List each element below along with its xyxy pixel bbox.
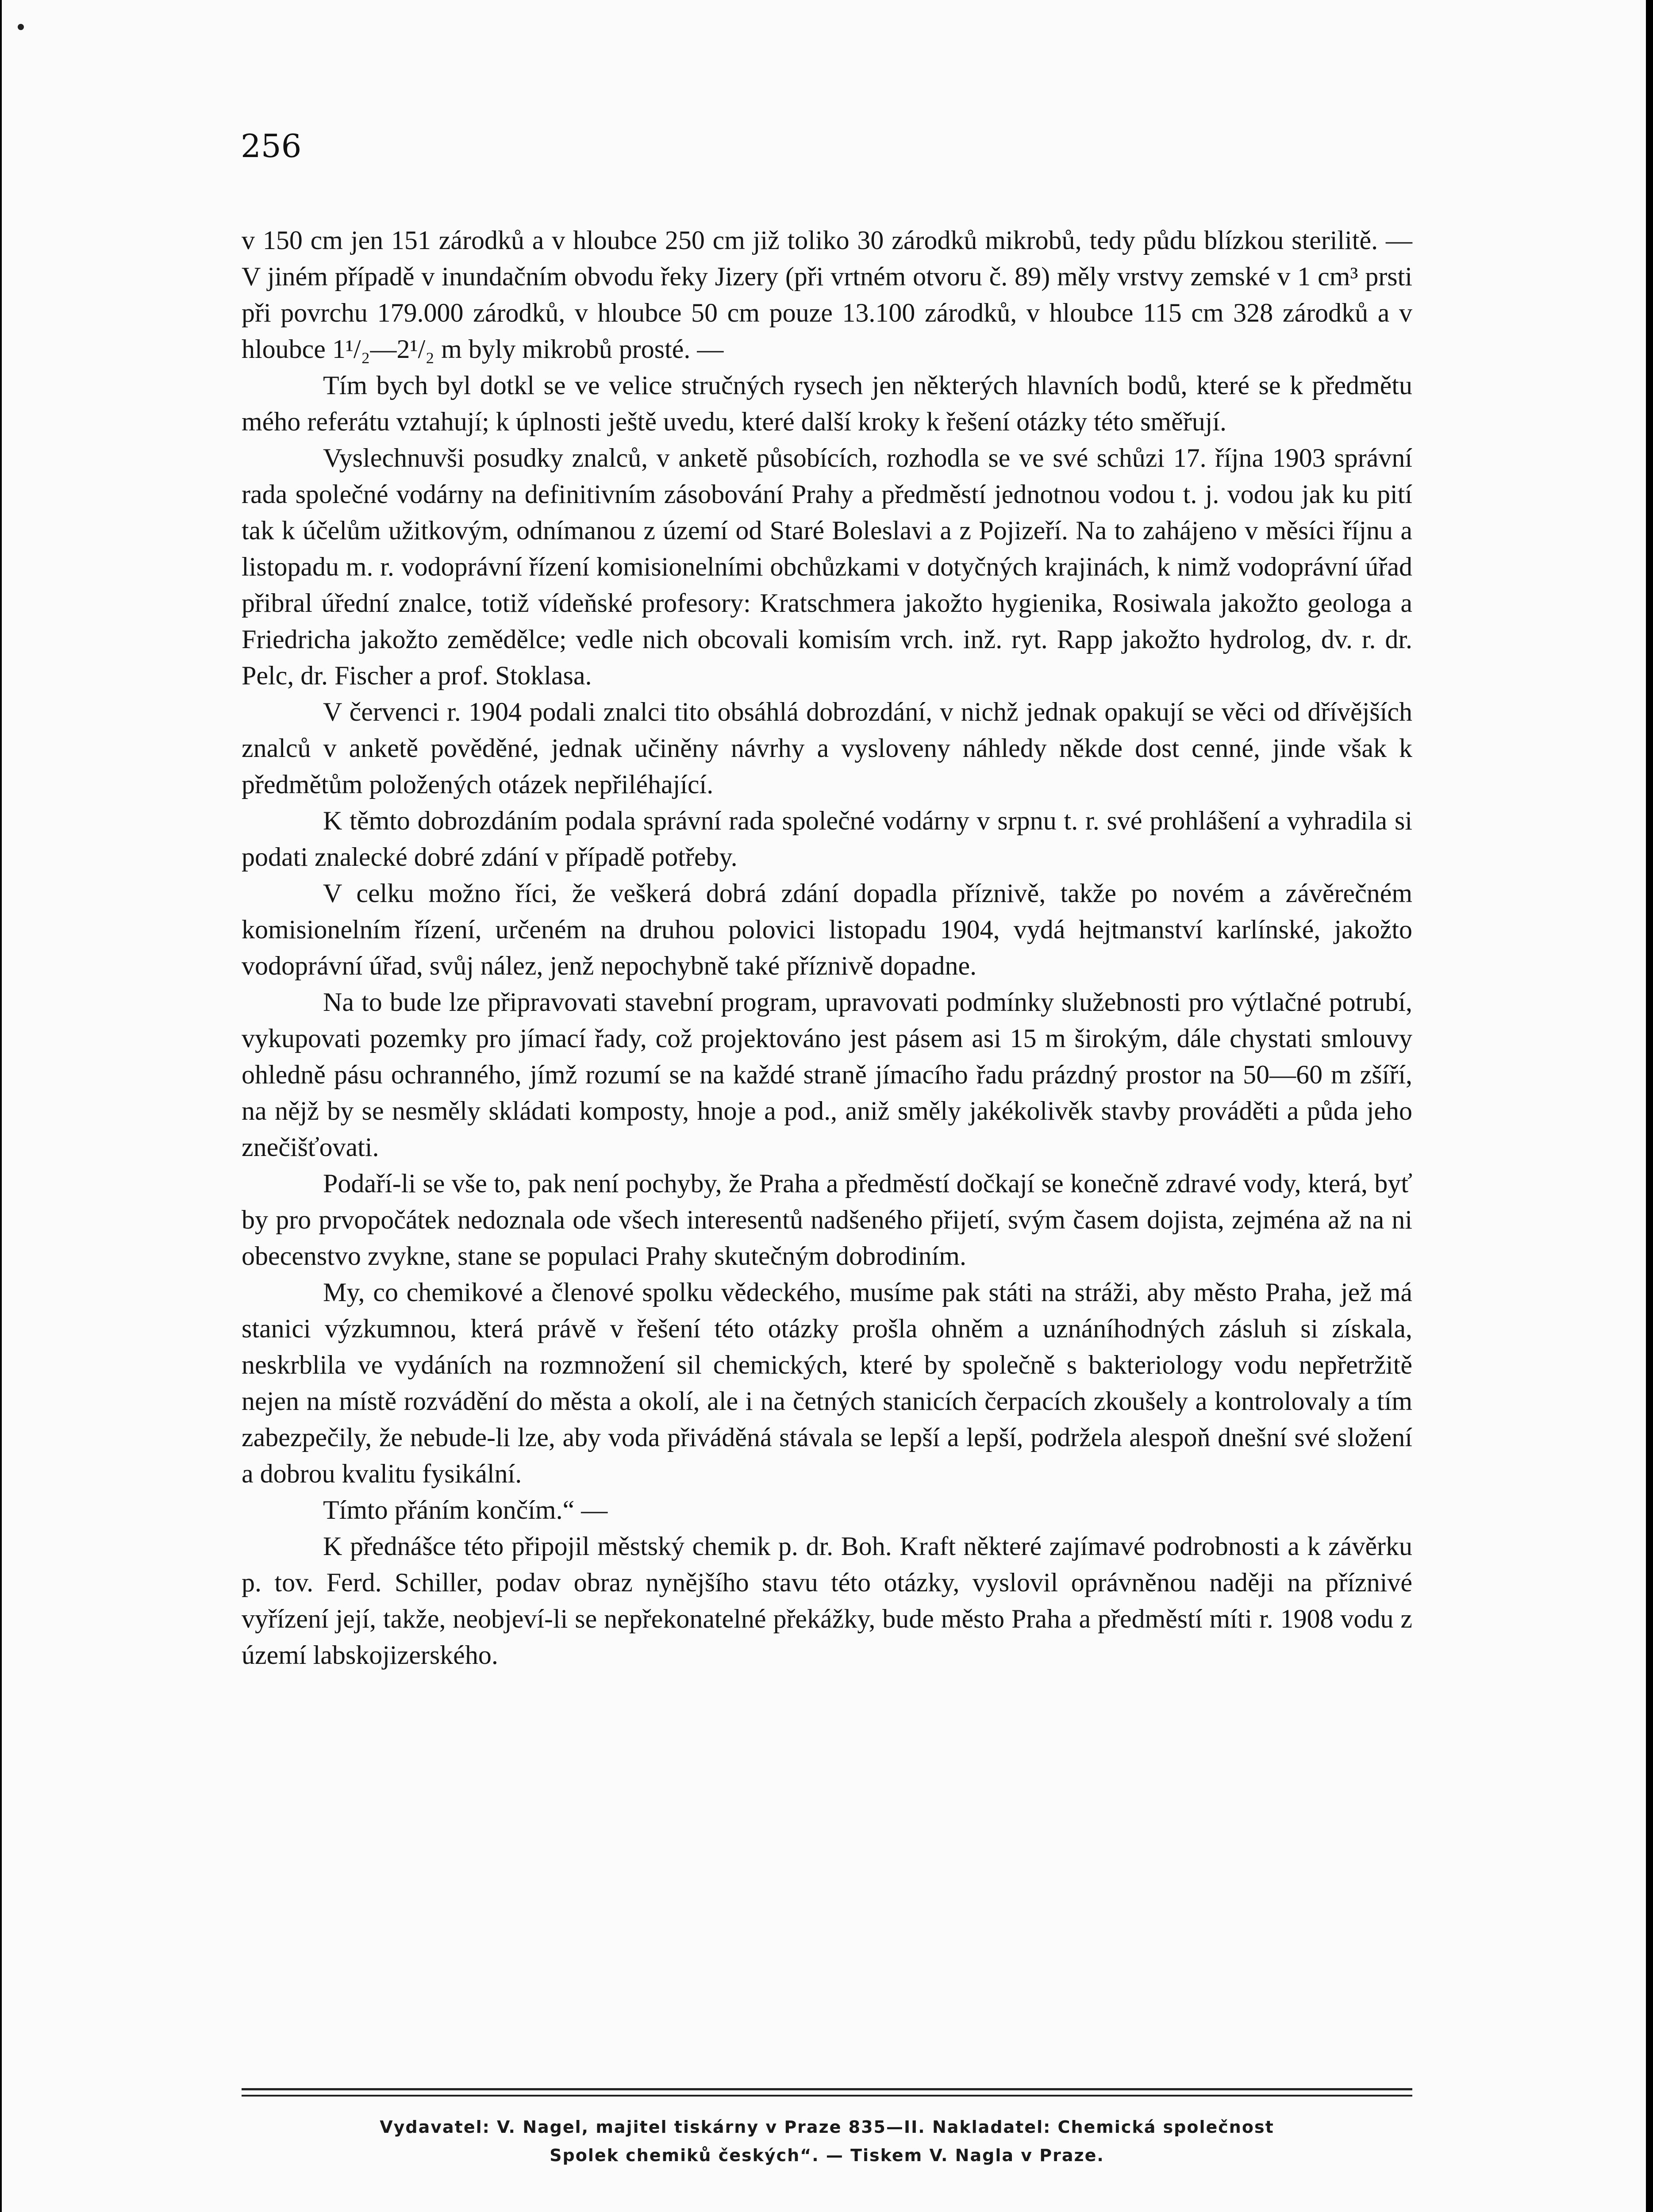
paragraph-10: Tímto přáním končím.“ —: [323, 1495, 608, 1525]
page-number: 256: [241, 127, 302, 165]
paragraph-2: Tím bych byl dotkl se ve velice stručných rysech jen některých hlavních bodů, které se k předmětu mého referátu vztahují; k úplnosti ještě uvedu, které další kroky k řešení otázky této směřují.: [242, 371, 1412, 436]
imprint-line-2: Spolek chemiků českých“. — Tiskem V. Nagla v Praze.: [550, 2146, 1104, 2165]
imprint-line-1: Vydavatel: V. Nagel, majitel tiskárny v Praze 835—II. Nakladatel: Chemická společnost: [380, 2117, 1274, 2137]
publisher-imprint: [242, 2113, 1412, 2170]
paragraph-3: Vyslechnuvši posudky znalců, v anketě působících, rozhodla se ve své schůzi 17. října 1903 správní rada společné vodárny na definitivním zásobování Prahy a předměstí jednotnou vodou t. j. vodou jak ku pití tak k účelům užitkovým, odnímanou z území od Staré Boleslavi a z Pojizeří. Na to zahájeno v měsíci říjnu a listopadu m. r. vodoprávní řízení komisionelními obchůzkami v dotyčných krajinách, k nimž vodoprávní úřad přibral úřední znalce, totiž vídeňské profesory: Kratschmera jakožto hygienika, Rosiwala jakožto geologa a Friedricha jakožto zemědělce; vedle nich obcovali komisím vrch. inž. ryt. Rapp jakožto hydrolog, dv. r. dr. Pelc, dr. Fischer a prof. Stoklasa.: [242, 443, 1412, 690]
paragraph-5: K těmto dobrozdáním podala správní rada společné vodárny v srpnu t. r. své prohlášení a vyhradila si podati znalecké dobré zdání v případě potřeby.: [242, 806, 1412, 872]
footer-rule-bottom: [242, 2095, 1412, 2097]
paragraph-9: My, co chemikové a členové spolku vědeckého, musíme pak státi na stráži, aby město Praha, jež má stanici výzkumnou, která právě v řešení této otázky prošla ohněm a uznáníhodných zásluh si získala, neskrblila ve vydáních na rozmnožení sil chemických, které by společně s bakteriology vodu nepřetržitě nejen na místě rozvádění do města a okolí, ale i na četných stanicích čerpacích zkoušely a kontrolovaly a tím zabezpečily, že nebude-li lze, aby voda přiváděná stávala se lepší a lepší, podržela alespoň dnešní své složení a dobrou kvalitu fysikální.: [242, 1278, 1412, 1488]
paragraph-11: K přednášce této připojil městský chemik p. dr. Boh. Kraft některé zajímavé podrobnosti a k závěrku p. tov. Ferd. Schiller, podav obraz nynějšího stavu této otázky, vyslovil oprávněnou naději na příznivé vyřízení její, takže, neobjeví-li se nepřekonatelné překážky, bude město Praha a předměstí míti r. 1908 vodu z území labskojizerského.: [242, 1532, 1412, 1670]
footer-rule-top: [242, 2088, 1412, 2090]
paragraph-6: V celku možno říci, že veškerá dobrá zdání dopadla příznivě, takže po novém a závěrečném komisionelním řízení, určeném na druhou polovici listopadu 1904, vydá hejtmanství karlínské, jakožto vodoprávní úřad, svůj nález, jenž nepochybně také příznivě dopadne.: [242, 879, 1412, 980]
paragraph-4: V červenci r. 1904 podali znalci tito obsáhlá dobrozdání, v nichž jednak opakují se věci od dřívějších znalců v anketě pověděné, jednak učiněny návrhy a vysloveny náhledy někde dost cenné, jinde však k předmětům položených otázek nepřiléhající.: [242, 697, 1412, 799]
paragraph-8: Podaří-li se vše to, pak není pochyby, že Praha a předměstí dočkají se konečně zdravé vody, která, byť by pro prvopočátek nedoznala ode všech interesentů nadšeného přijetí, svým časem dojista, zejména až na ni obecenstvo zvykne, stane se populaci Prahy skutečným dobrodiním.: [242, 1169, 1412, 1271]
article-body: [242, 222, 1412, 1673]
scan-speck: [18, 24, 24, 30]
paragraph-1: v 150 cm jen 151 zárodků a v hloubce 250 cm již toliko 30 zárodků mikrobů, tedy půdu blízkou sterilitě. — V jiném případě v inundačním obvodu řeky Jizery (při vrtném otvoru č. 89) měly vrstvy zemské v 1 cm³ prsti při povrchu 179.000 zárodků, v hloubce 50 cm pouze 13.100 zárodků, v hloubce 115 cm 328 zárodků a v hloubce 1¹/₂—2¹/₂ m byly mikrobů prosté. —: [242, 226, 1412, 364]
paragraph-7: Na to bude lze připravovati stavební program, upravovati podmínky služebnosti pro výtlačné potrubí, vykupovati pozemky pro jímací řady, což projektováno jest pásem asi 15 m širokým, dále chystati smlouvy ohledně pásu ochranného, jímž rozumí se na každé straně jímacího řadu prázdný prostor na 50—60 m zšíří, na nějž by se nesměly skládati komposty, hnoje a pod., aniž směly jakékolivěk stavby prováděti a půda jeho znečišťovati.: [242, 987, 1412, 1162]
scanned-page: [2, 0, 1646, 2212]
